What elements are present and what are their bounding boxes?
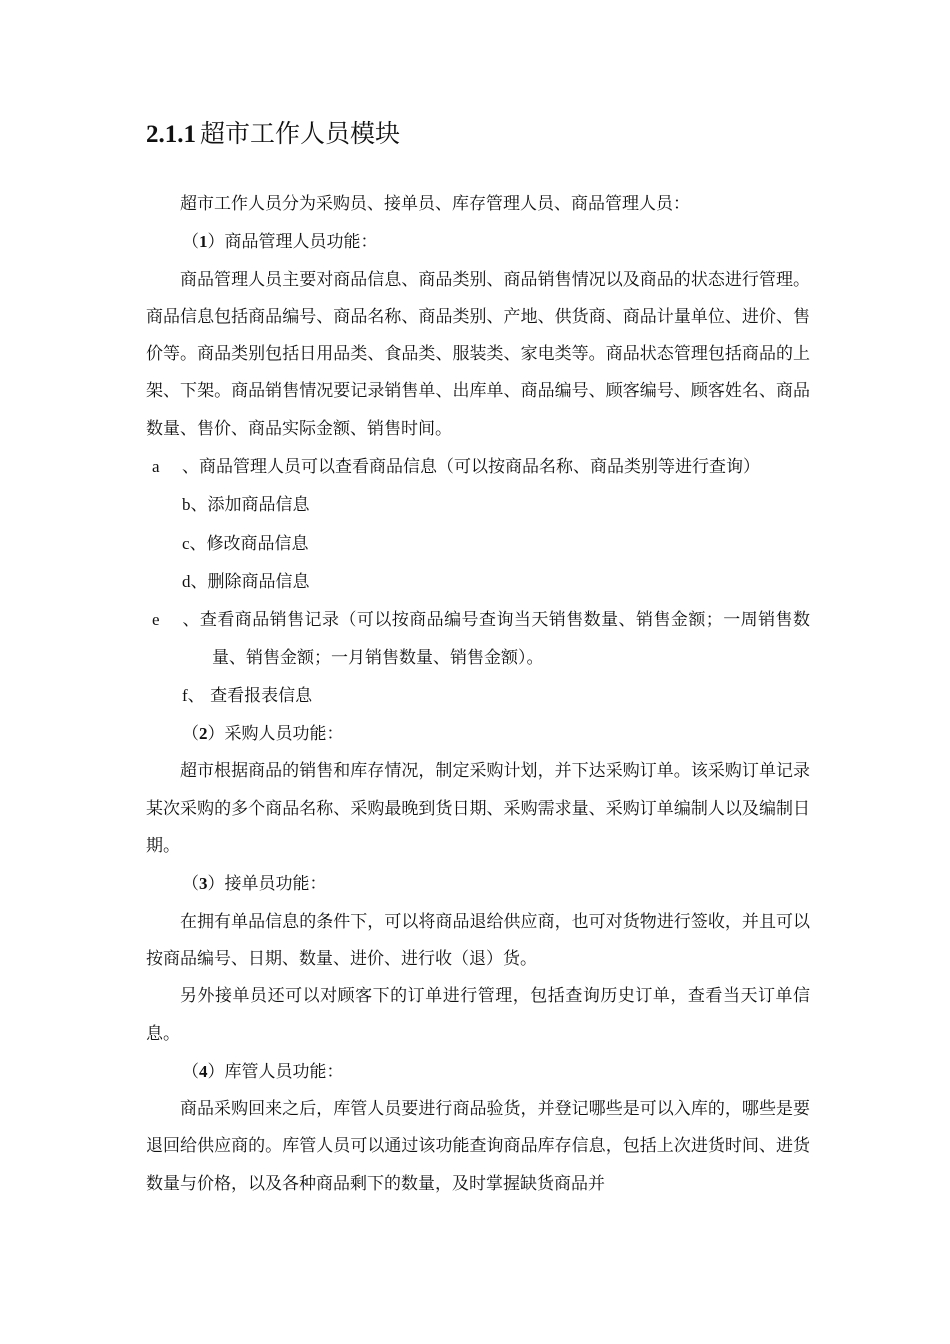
- section4-title: （4）库管人员功能：: [182, 1061, 344, 1082]
- document-body: [146, 186, 810, 1203]
- section1-title: （1）商品管理人员功能：: [182, 232, 378, 253]
- list-item: c、修改商品信息: [182, 533, 309, 554]
- intro-paragraph: 超市工作人员分为采购员、接单员、库存管理人员、商品管理人员：: [180, 194, 690, 214]
- section1-paragraph: 商品管理人员主要对商品信息、商品类别、商品销售情况以及商品的状态进行管理。商品信息包括商品编号、商品名称、商品类别、产地、供货商、商品计量单位、进价、售价等。商品类别包括日用品类、食品类、服装类、家电类等。商品状态管理包括商品的上架、下架。商品销售情况要记录销售单、出库单、商品编号、顾客编号、顾客姓名、商品数量、售价、商品实际金额、销售时间。: [146, 269, 810, 439]
- heading-title: 超市工作人员模块: [200, 119, 401, 148]
- heading-number: 2.1.1: [146, 121, 196, 148]
- list-item: f、 查看报表信息: [182, 685, 313, 706]
- section2-title: （2）采购人员功能：: [182, 724, 344, 745]
- section2-paragraph: 超市根据商品的销售和库存情况，制定采购计划，并下达采购订单。该采购订单记录某次采购的多个商品名称、采购最晚到货日期、采购需求量、采购订单编制人以及编制日期。: [146, 761, 810, 857]
- list-item: d、删除商品信息: [182, 571, 310, 592]
- section3-title: （3）接单员功能：: [182, 874, 327, 895]
- section4-paragraph: 商品采购回来之后，库管人员要进行商品验货，并登记哪些是可以入库的，哪些是要退回给供应商的。库管人员可以通过该功能查询商品库存信息，包括上次进货时间、进货数量与价格，以及各种商品剩下的数量，及时掌握缺货商品并: [146, 1099, 810, 1194]
- section3-paragraph-1: 在拥有单品信息的条件下，可以将商品退给供应商，也可对货物进行签收，并且可以按商品编号、日期、数量、进价、进行收（退）货。: [146, 911, 810, 969]
- section-heading: [146, 116, 400, 153]
- list-item: e 、查看商品销售记录（可以按商品编号查询当天销售数量、销售金额；一周销售数量、销售金额；一月销售数量、销售金额）。: [152, 610, 810, 668]
- list-item: b、添加商品信息: [182, 495, 310, 516]
- list-item: a 、商品管理人员可以查看商品信息（可以按商品名称、商品类别等进行查询）: [152, 457, 760, 478]
- section3-paragraph-2: 另外接单员还可以对顾客下的订单进行管理，包括查询历史订单，查看当天订单信息。: [146, 986, 810, 1044]
